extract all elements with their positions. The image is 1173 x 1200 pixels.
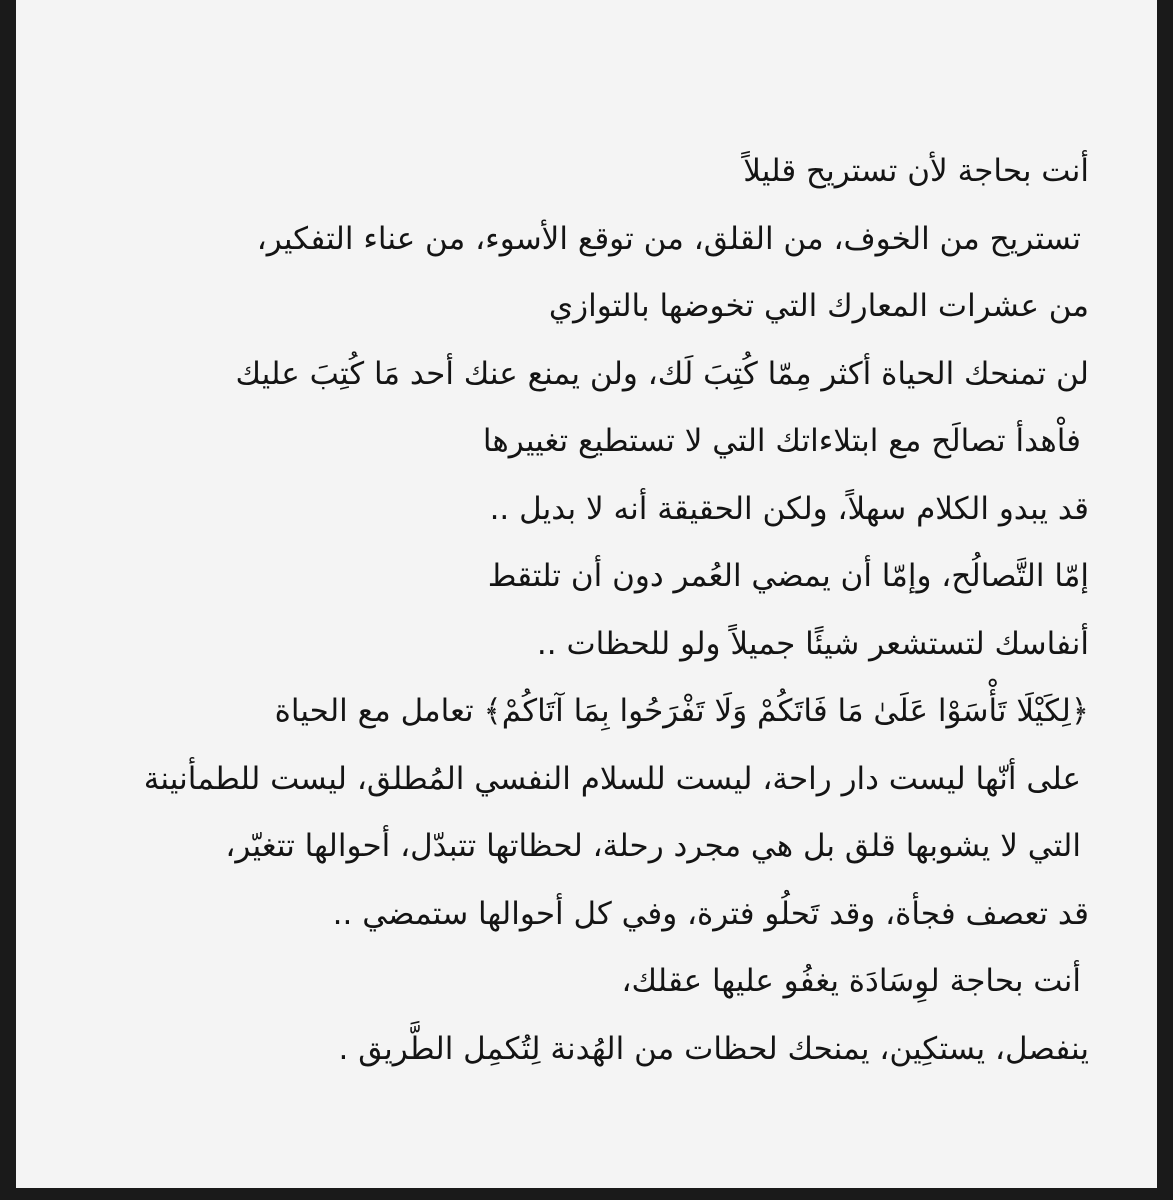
text-line: أنت بحاجة لأن تستريح قليلاً [743, 153, 1089, 189]
text-line: تستريح من الخوف، من القلق، من توقع الأسوء، من عناء التفكير، [256, 220, 1081, 257]
text-line: ينفصل، يستكِين، يمنحك لحظات من الهُدنة لِتُكمِل الطَّريق . [338, 1030, 1089, 1067]
text-line: قد يبدو الكلام سهلاً، ولكن الحقيقة أنه لا بديل .. [489, 490, 1089, 527]
text-line: قد تعصف فجأة، وقد تَحلُو فترة، وفي كل أحوالها ستمضي .. [332, 895, 1089, 932]
text-line: أنت بحاجة لوِسَادَة يغفُو عليها عقلك، [621, 963, 1081, 999]
text-line: التي لا يشوبها قلق بل هي مجرد رحلة، لحظاتها تتبدّل، أحوالها تتغيّر، [225, 828, 1081, 864]
text-line: من عشرات المعارك التي تخوضها بالتوازي [548, 288, 1089, 324]
document-page [16, 0, 1157, 1188]
text-line: أنفاسك لتستشعر شيئًا جميلاً ولو للحظات .. [536, 625, 1089, 662]
text-line: ﴿لِكَيْلَا تَأْسَوْا عَلَىٰ مَا فَاتَكُمْ وَلَا تَفْرَحُوا بِمَا آتَاكُمْ﴾ تعامل مع الحياة [274, 693, 1089, 729]
text-line: فاْهدأ تصالَح مع ابتلاءاتك التي لا تستطيع تغييرها [482, 423, 1081, 459]
text-body [69, 138, 1089, 1083]
text-line: لن تمنحك الحياة أكثر مِمّا كُتِبَ لَك، ولن يمنع عنك أحد مَا كُتِبَ عليك [235, 355, 1089, 392]
text-line: على أنّها ليست دار راحة، ليست للسلام النفسي المُطلق، ليست للطمأنينة [143, 760, 1081, 797]
text-line: إمّا التَّصالُح، وإمّا أن يمضي العُمر دون أن تلتقط [487, 558, 1089, 594]
